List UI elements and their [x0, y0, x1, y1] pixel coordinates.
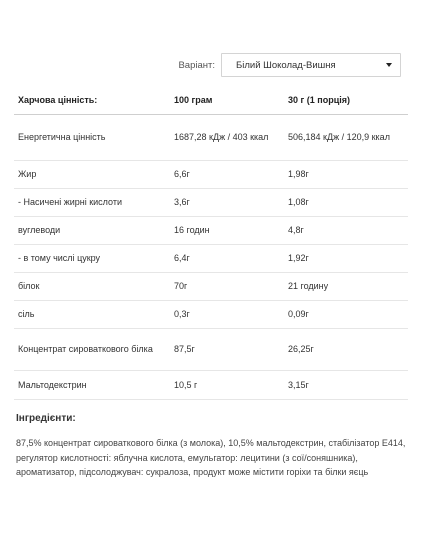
value-per-serving: 1,98г [284, 161, 408, 189]
table-row [14, 329, 408, 371]
value-per-100g: 6,6г [170, 161, 284, 189]
nutrient-name: білок [14, 273, 170, 301]
header-nutrition-value: Харчова цінність: [14, 87, 170, 115]
nutrition-header-row [14, 87, 408, 115]
value-per-serving: 0,09г [284, 301, 408, 329]
value-per-serving: 4,8г [284, 217, 408, 245]
table-row [14, 217, 408, 245]
caret-down-icon [386, 63, 392, 67]
nutrient-name: Концентрат сироваткового білка [14, 329, 170, 371]
variant-selected-value: Білий Шоколад-Вишня [236, 59, 336, 71]
value-per-100g: 10,5 г [170, 371, 284, 400]
nutrient-name: сіль [14, 301, 170, 329]
value-per-100g: 87,5г [170, 329, 284, 371]
nutrient-name: вуглеводи [14, 217, 170, 245]
header-per-100g: 100 грам [170, 87, 284, 115]
nutrition-table [14, 87, 408, 400]
value-per-serving: 1,92г [284, 245, 408, 273]
value-per-serving: 21 годину [284, 273, 408, 301]
nutrient-name: - в тому числі цукру [14, 245, 170, 273]
value-per-100g: 6,4г [170, 245, 284, 273]
table-row [14, 189, 408, 217]
table-row [14, 245, 408, 273]
variant-dropdown[interactable] [221, 53, 401, 77]
nutrient-name: Мальтодекстрин [14, 371, 170, 400]
table-row [14, 301, 408, 329]
nutrient-name: Жир [14, 161, 170, 189]
value-per-100g: 16 годин [170, 217, 284, 245]
ingredients-title: Інгредієнти: [16, 413, 76, 424]
value-per-100g: 0,3г [170, 301, 284, 329]
variant-label: Варіант: [178, 59, 215, 71]
table-row [14, 115, 408, 161]
table-row [14, 371, 408, 400]
value-per-serving: 26,25г [284, 329, 408, 371]
value-per-serving: 506,184 кДж / 120,9 ккал [284, 115, 408, 161]
value-per-100g: 1687,28 кДж / 403 ккал [170, 115, 284, 161]
nutrient-name: Енергетична цінність [14, 115, 170, 161]
nutrient-name: - Насичені жирні кислоти [14, 189, 170, 217]
table-row [14, 273, 408, 301]
value-per-serving: 3,15г [284, 371, 408, 400]
variant-selector-row [0, 52, 401, 78]
value-per-serving: 1,08г [284, 189, 408, 217]
table-row [14, 161, 408, 189]
value-per-100g: 70г [170, 273, 284, 301]
header-per-serving: 30 г (1 порція) [284, 87, 408, 115]
value-per-100g: 3,6г [170, 189, 284, 217]
ingredients-text: 87,5% концентрат сироваткового білка (з молока), 10,5% мальтодекстрин, стабілізатор E414, регулятор кислотності: яблучна кислота, емульгатор: лецитини (з сої/соняшника), ароматизатор, підсолоджувач: сукралоза, продукт може містити горіхи та білки яєць [16, 438, 406, 477]
